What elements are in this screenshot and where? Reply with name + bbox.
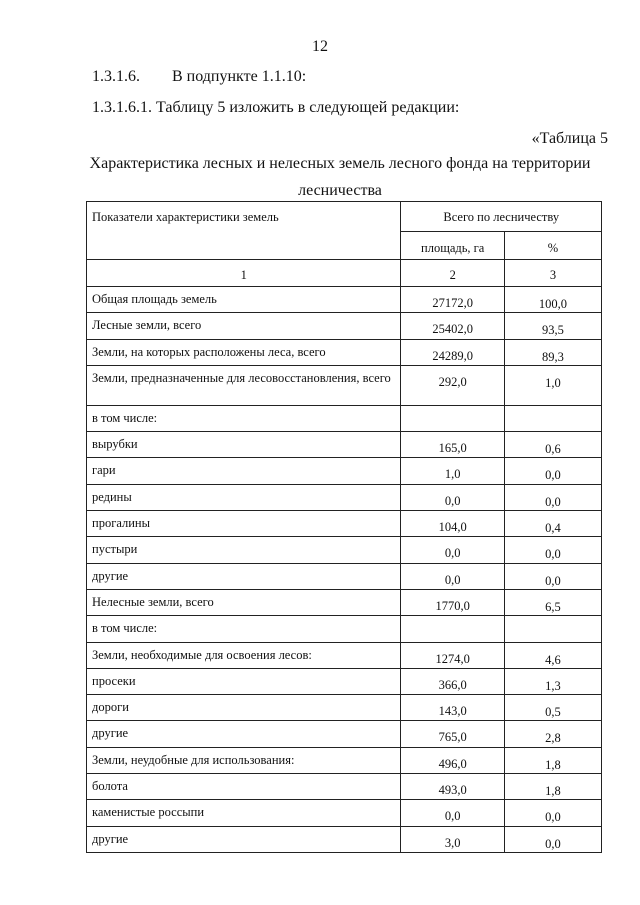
row-area: 765,0 bbox=[401, 721, 504, 747]
row-label: гари bbox=[87, 458, 401, 484]
row-percent: 0,6 bbox=[504, 432, 601, 458]
row-area: 0,0 bbox=[401, 537, 504, 563]
paragraph-1 bbox=[92, 68, 307, 86]
row-label: прогалины bbox=[87, 511, 401, 537]
paragraph-1-number: 1.3.1.6. bbox=[92, 68, 140, 85]
paragraph-2: 1.3.1.6.1. Таблицу 5 изложить в следующей редакции: bbox=[92, 99, 460, 116]
table-reference: «Таблица 5 bbox=[531, 130, 608, 147]
row-area: 1770,0 bbox=[401, 589, 504, 615]
row-label: Нелесные земли, всего bbox=[87, 589, 401, 615]
row-percent: 2,8 bbox=[504, 721, 601, 747]
row-area: 0,0 bbox=[401, 800, 504, 826]
row-percent: 0,0 bbox=[504, 484, 601, 510]
row-percent: 1,8 bbox=[504, 747, 601, 773]
row-area: 0,0 bbox=[401, 484, 504, 510]
row-label: пустыри bbox=[87, 537, 401, 563]
row-percent: 1,3 bbox=[504, 668, 601, 694]
column-number-1: 1 bbox=[87, 260, 401, 287]
table-title-line-1: Характеристика лесных и нелесных земель лесного фонда на территории bbox=[89, 155, 591, 172]
row-area bbox=[401, 616, 504, 642]
row-area: 292,0 bbox=[401, 365, 504, 405]
row-label: вырубки bbox=[87, 432, 401, 458]
row-label: Общая площадь земель bbox=[87, 287, 401, 313]
table-row bbox=[87, 695, 602, 721]
table-row bbox=[87, 287, 602, 313]
land-characteristics-table bbox=[86, 201, 602, 853]
row-area: 25402,0 bbox=[401, 313, 504, 339]
table-row bbox=[87, 826, 602, 852]
paragraph-1-text: В подпункте 1.1.10: bbox=[172, 68, 307, 85]
row-area: 27172,0 bbox=[401, 287, 504, 313]
table-row bbox=[87, 616, 602, 642]
row-percent bbox=[504, 405, 601, 431]
row-area: 496,0 bbox=[401, 747, 504, 773]
table-row bbox=[87, 589, 602, 615]
row-percent: 0,0 bbox=[504, 826, 601, 852]
row-area: 1,0 bbox=[401, 458, 504, 484]
row-label: в том числе: bbox=[87, 616, 401, 642]
header-total: Всего по лесничеству bbox=[401, 202, 602, 232]
row-percent: 0,0 bbox=[504, 800, 601, 826]
row-area: 493,0 bbox=[401, 774, 504, 800]
row-label: болота bbox=[87, 774, 401, 800]
header-percent: % bbox=[504, 232, 601, 260]
table-row bbox=[87, 642, 602, 668]
table-column-numbers-row bbox=[87, 260, 602, 287]
row-area: 0,0 bbox=[401, 563, 504, 589]
row-percent: 89,3 bbox=[504, 339, 601, 365]
row-area: 143,0 bbox=[401, 695, 504, 721]
row-label: просеки bbox=[87, 668, 401, 694]
row-percent: 0,5 bbox=[504, 695, 601, 721]
row-percent bbox=[504, 616, 601, 642]
row-percent: 1,0 bbox=[504, 365, 601, 405]
table-row bbox=[87, 537, 602, 563]
row-label: дороги bbox=[87, 695, 401, 721]
row-area: 165,0 bbox=[401, 432, 504, 458]
row-area bbox=[401, 405, 504, 431]
row-area: 3,0 bbox=[401, 826, 504, 852]
row-percent: 1,8 bbox=[504, 774, 601, 800]
table-row bbox=[87, 432, 602, 458]
table-title bbox=[80, 150, 600, 204]
row-label: другие bbox=[87, 826, 401, 852]
row-area: 1274,0 bbox=[401, 642, 504, 668]
table-row bbox=[87, 774, 602, 800]
row-area: 366,0 bbox=[401, 668, 504, 694]
table-row bbox=[87, 721, 602, 747]
row-label: Земли, на которых расположены леса, всего bbox=[87, 339, 401, 365]
row-label: Земли, неудобные для использования: bbox=[87, 747, 401, 773]
row-label: Лесные земли, всего bbox=[87, 313, 401, 339]
table-row bbox=[87, 800, 602, 826]
row-label: в том числе: bbox=[87, 405, 401, 431]
table-header-row bbox=[87, 202, 602, 232]
table-row bbox=[87, 511, 602, 537]
row-label: Земли, необходимые для освоения лесов: bbox=[87, 642, 401, 668]
table-row bbox=[87, 484, 602, 510]
table-row bbox=[87, 668, 602, 694]
table-row bbox=[87, 365, 602, 405]
table-row bbox=[87, 339, 602, 365]
row-label: Земли, предназначенные для лесовосстановления, всего bbox=[87, 365, 401, 405]
row-percent: 6,5 bbox=[504, 589, 601, 615]
row-percent: 0,4 bbox=[504, 511, 601, 537]
table-title-line-2: лесничества bbox=[298, 182, 382, 199]
row-percent: 93,5 bbox=[504, 313, 601, 339]
row-percent: 100,0 bbox=[504, 287, 601, 313]
header-area: площадь, га bbox=[401, 232, 504, 260]
table-row bbox=[87, 747, 602, 773]
table-row bbox=[87, 458, 602, 484]
header-indicator: Показатели характеристики земель bbox=[87, 202, 401, 260]
table-row bbox=[87, 313, 602, 339]
row-percent: 0,0 bbox=[504, 563, 601, 589]
row-label: каменистые россыпи bbox=[87, 800, 401, 826]
table-row bbox=[87, 563, 602, 589]
column-number-2: 2 bbox=[401, 260, 504, 287]
row-area: 24289,0 bbox=[401, 339, 504, 365]
row-percent: 4,6 bbox=[504, 642, 601, 668]
row-label: другие bbox=[87, 563, 401, 589]
table-row bbox=[87, 405, 602, 431]
column-number-3: 3 bbox=[504, 260, 601, 287]
row-area: 104,0 bbox=[401, 511, 504, 537]
row-label: другие bbox=[87, 721, 401, 747]
row-label: редины bbox=[87, 484, 401, 510]
page-number: 12 bbox=[312, 38, 328, 55]
row-percent: 0,0 bbox=[504, 537, 601, 563]
row-percent: 0,0 bbox=[504, 458, 601, 484]
